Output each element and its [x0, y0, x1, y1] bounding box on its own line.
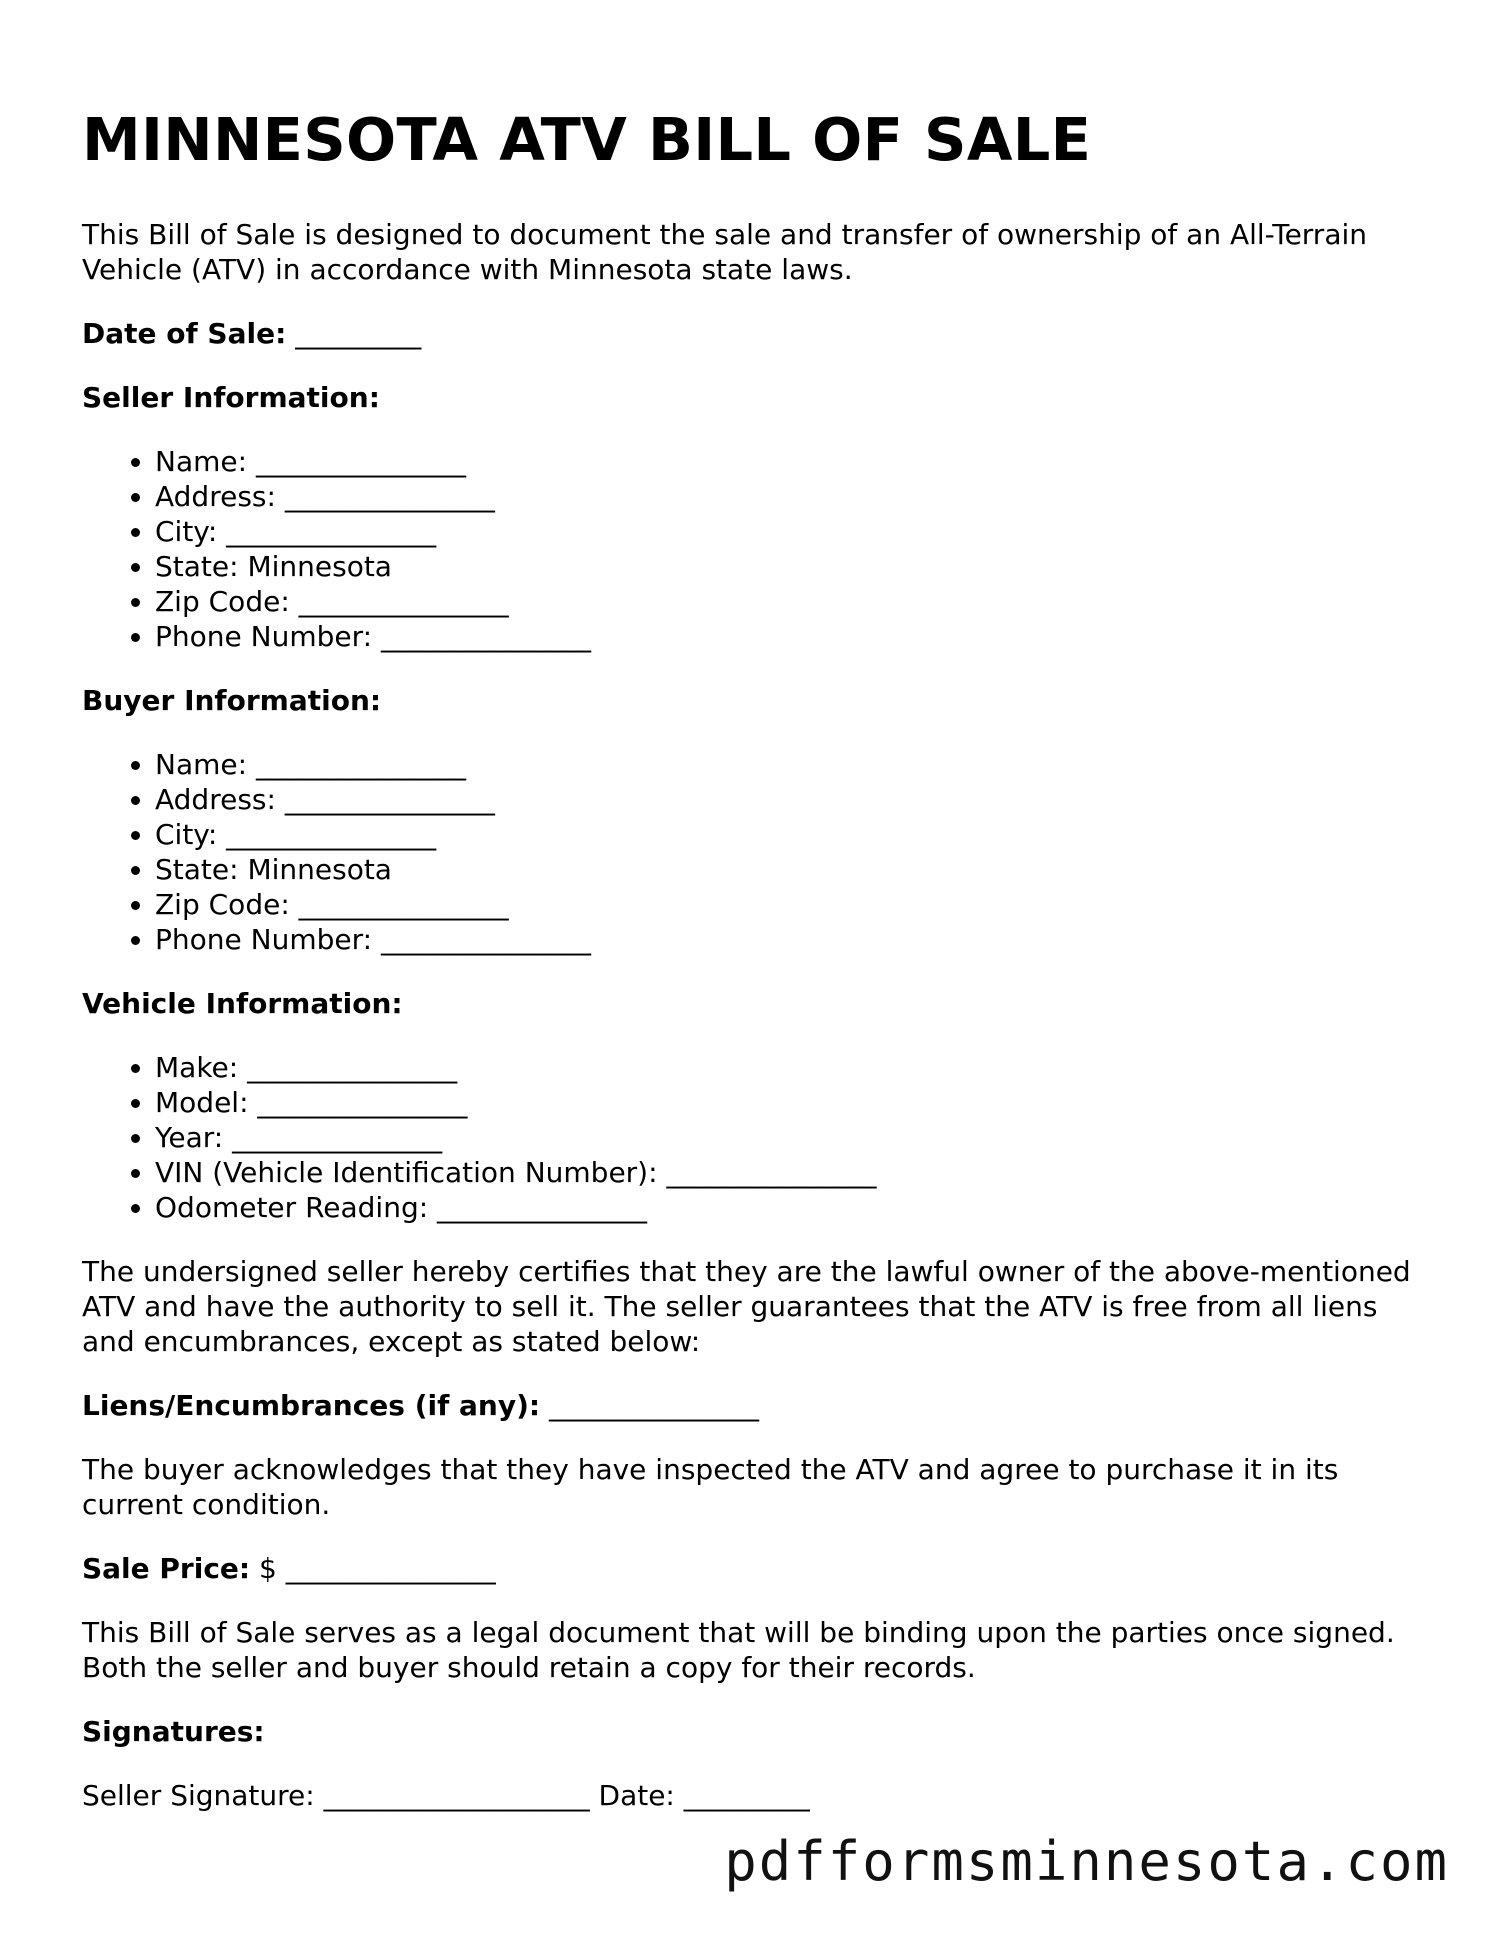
sale-price-label: Sale Price:: [82, 1552, 251, 1585]
watermark: pdfformsminnesota.com: [724, 1830, 1449, 1893]
seller-name-item: • Name: _______________: [155, 444, 1422, 479]
vehicle-heading: Vehicle Information:: [82, 987, 403, 1020]
seller-phone-item: • Phone Number: _______________: [155, 619, 1422, 654]
vehicle-odometer-item: • Odometer Reading: _______________: [155, 1190, 1422, 1225]
date-of-sale-label: Date of Sale:: [82, 317, 287, 350]
sale-price-blank: $ _______________: [259, 1552, 496, 1585]
date-of-sale-blank: _________: [295, 317, 422, 350]
vehicle-year-item: • Year: _______________: [155, 1120, 1422, 1155]
seller-zip-item: • Zip Code: _______________: [155, 584, 1422, 619]
buyer-list: [82, 747, 1422, 957]
liens-field: [82, 1388, 1422, 1423]
certification-paragraph: The undersigned seller hereby certifies that they are the lawful owner of the above-mentioned ATV and have the authority to sell it. The seller guarantees that the ATV is free from all liens and encumbrances, except as stated below:: [82, 1255, 1411, 1358]
seller-address-item: • Address: _______________: [155, 479, 1422, 514]
intro-paragraph: This Bill of Sale is designed to document the sale and transfer of ownership of an All-Terrain Vehicle (ATV) in accordance with Minnesota state laws.: [82, 218, 1368, 286]
vehicle-vin-item: • VIN (Vehicle Identification Number): _______________: [155, 1155, 1422, 1190]
buyer-state-item: • State: Minnesota: [155, 852, 1422, 887]
liens-blank: _______________: [549, 1389, 760, 1422]
vehicle-list: [82, 1050, 1422, 1225]
acknowledgement-paragraph: The buyer acknowledges that they have inspected the ATV and agree to purchase it in its current condition.: [82, 1453, 1339, 1521]
buyer-address-item: • Address: _______________: [155, 782, 1422, 817]
buyer-zip-item: • Zip Code: _______________: [155, 887, 1422, 922]
document-page: [82, 102, 1422, 1842]
vehicle-make-item: • Make: _______________: [155, 1050, 1422, 1085]
liens-label: Liens/Encumbrances (if any):: [82, 1389, 541, 1422]
seller-city-item: • City: _______________: [155, 514, 1422, 549]
sale-price-field: [82, 1551, 1422, 1586]
buyer-name-item: • Name: _______________: [155, 747, 1422, 782]
document-title: MINNESOTA ATV BILL OF SALE: [82, 105, 1092, 174]
vehicle-model-item: • Model: _______________: [155, 1085, 1422, 1120]
buyer-city-item: • City: _______________: [155, 817, 1422, 852]
seller-heading: Seller Information:: [82, 381, 380, 414]
seller-signature-line: Seller Signature: ___________________ Date: _________: [82, 1779, 810, 1812]
buyer-heading: Buyer Information:: [82, 684, 382, 717]
legal-notice-paragraph: This Bill of Sale serves as a legal document that will be binding upon the parties once signed. Both the seller and buyer should retain a copy for their records.: [82, 1616, 1395, 1684]
buyer-phone-item: • Phone Number: _______________: [155, 922, 1422, 957]
seller-state-item: • State: Minnesota: [155, 549, 1422, 584]
date-of-sale-field: [82, 316, 1422, 351]
signatures-heading: Signatures:: [82, 1715, 265, 1748]
seller-list: [82, 444, 1422, 654]
